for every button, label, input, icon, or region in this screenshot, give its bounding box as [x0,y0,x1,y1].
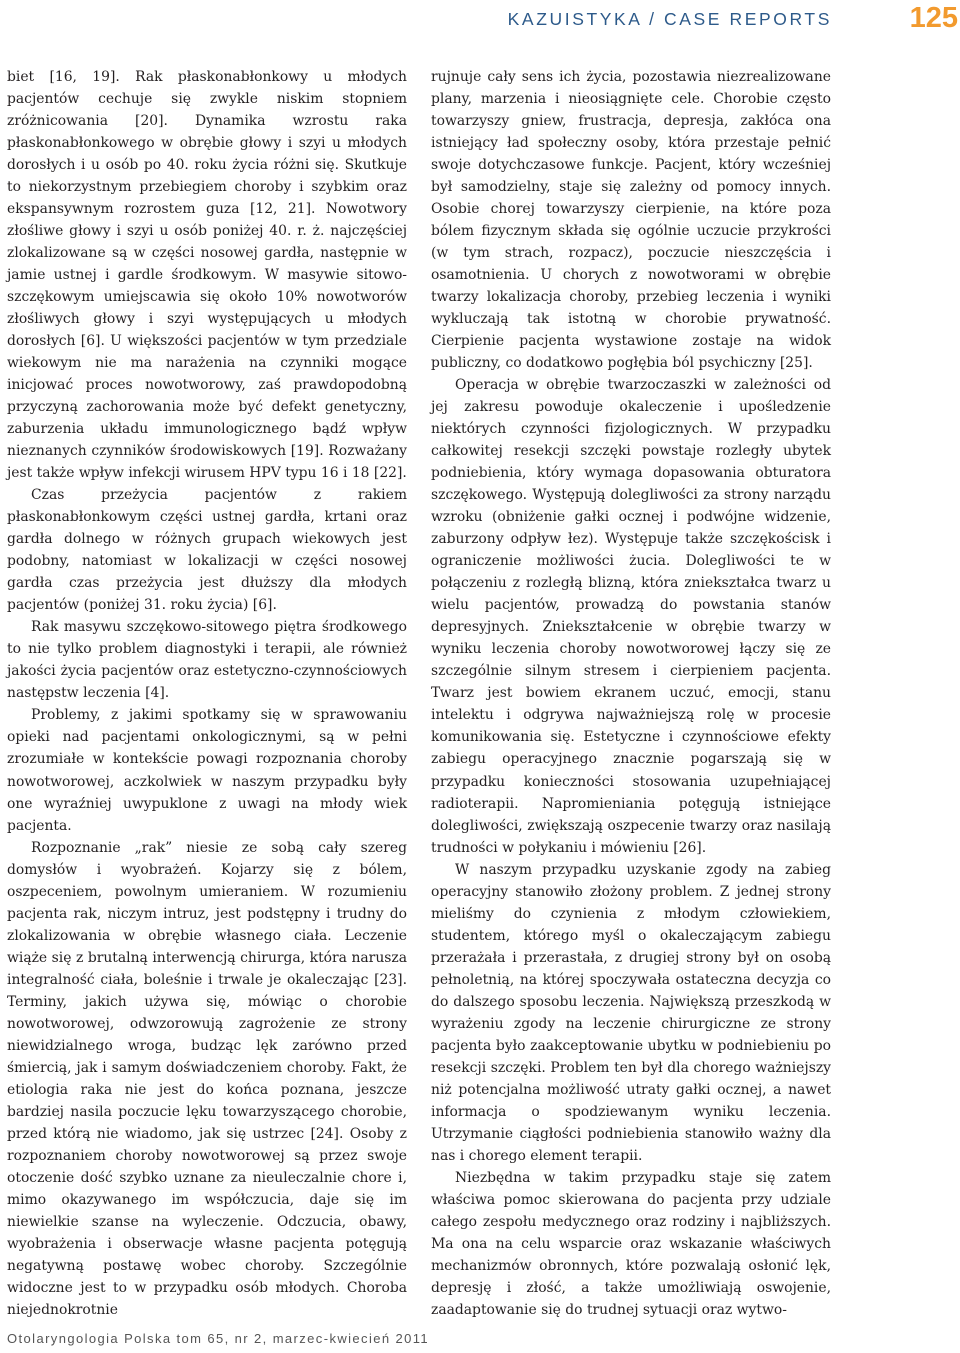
paragraph: Niezbędna w takim przypadku staje się zatem właściwa pomoc skierowana do pacjenta przy udziale całego zespołu medycznego oraz rodziny i najbliższych. Ma ona na celu wsparcie oraz wskazanie właściwych mechanizmów obronnych, które pozwalają osłonić lęk, depresję i złość, a także umożliwiają oswojenie, zaadaptowanie się do trudnej sytuacji oraz wytwo- [431,1169,831,1318]
page-number: 125 [909,2,958,34]
paragraph: Rozpoznanie „rak” niesie ze sobą cały szereg domysłów i wyobrażeń. Kojarzy się z bólem, oszpeceniem, powolnym umieraniem. W rozumieniu pacjenta rak, niczym intruz, jest podstępny i trudny do zlokalizowania w obrębie własnego ciała. Leczenie wiąże się z brutalną interwencją chirurga, która narusza integralność ciała, boleśnie i trwale je okaleczając [23]. Terminy, jakich używa się, mówiąc o chorobie nowotworowej, odwzorowują zagrożenie ze strony niewidzialnego wroga, budząc lęk zarówno przed śmiercią, jak i samym doświadczeniem choroby. Fakt, że etiologia raka nie jest do końca poznana, jeszcze bardziej nasila poczucie lęku towarzyszącego chorobie, przed którą nie wiadomo, jak się ustrzec [24]. Osoby z rozpoznaniem choroby nowotworowej są przez swoje otoczenie dość szybko uznane za nieuleczalnie chore i, mimo okazywanego im współczucia, daje się im niewielkie szanse na wyleczenie. Odczucia, obawy, wyobrażenia i obserwacje własne pacjenta potęgują negatywną postawę wobec choroby. Szczególnie widoczne jest to w przypadku osób młodych. Choroba niejednokrotnie [7,839,407,1318]
paragraph: Operacja w obrębie twarzoczaszki w zależności od jej zakresu powoduje okaleczenie i upośledzenie niektórych czynności fizjologicznych. W przypadku całkowitej resekcji szczęki powstaje rozległy ubytek podniebienia, który wymaga dopasowania obturatora szczękowego. Występują dolegliwości za strony narządu wzroku (obniżenie gałki ocznej i podwójne widzenie, zaburzony odpływ łez). Występuje także szczękościsk i ograniczenie możliwości żucia. Dolegliwości te w połączeniu z rozległą blizną, która zniekształca twarz u wielu pacjentów, prowadzą do powstania stanów depresyjnych. Zniekształcenie w obrębie twarzy w wyniku leczenia choroby nowotworowej łączy się ze szczególnie silnym stresem i cierpieniem pacjenta. Twarz jest bowiem ekranem uczuć, emocji, stanu intelektu i odgrywa najważniejszą rolę w procesie komunikowania się. Estetyczne i czynnościowe efekty zabiegu operacyjnego znacznie pogarszają się w przypadku konieczności stosowania uzupełniającej radioterapii. Napromieniania potęgują istniejące dolegliwości, zwiększają oszpecenie twarzy oraz nasilają trudności w połykaniu i mówieniu [26]. [431,377,831,856]
right-column [431,66,831,1321]
page-header [0,0,960,44]
paragraph: Czas przeżycia pacjentów z rakiem płaskonabłonkowym części ustnej gardła, krtani oraz gardła dolnego w różnych grupach wiekowych jest podobny, natomiast w lokalizacji w części nosowej gardła czas przeżycia jest dłuższy dla młodych pacjentów (poniżej 31. roku życia) [6]. [7,487,407,614]
paragraph: Problemy, z jakimi spotkamy się w sprawowaniu opieki nad pacjentami onkologicznymi, są w pełni zrozumiałe w kontekście powagi rozpoznania choroby nowotworowej, aczkolwiek w naszym przypadku były one wyraźniej uwypuklone z uwagi na młody wiek pacjenta. [7,707,407,834]
section-title: KAZUISTYKA / CASE REPORTS [507,9,832,29]
paragraph: biet [16, 19]. Rak płaskonabłonkowy u młodych pacjentów cechuje się zwykle niskim stopniem zróżnicowania [20]. Dynamika wzrostu raka płaskonabłonkowego w obrębie głowy i szyi u młodych dorosłych i u osób po 40. roku życia różni się. Skutkuje to niekorzystnym przebiegiem choroby i szybkim oraz ekspansywnym rozrostem guza [12, 21]. Nowotwory złośliwe głowy i szyi u osób poniżej 40. r. ż. najczęściej zlokalizowane są w części nosowej gardła, następnie w jamie ustnej i gardle środkowym. W masywie sitowo-szczękowym umiejscawia się około 10% nowotworów złośliwych głowy i szyi występujących u młodych dorosłych [6]. U większości pacjentów w tym przedziale wiekowym nie ma narażenia na czynniki mogące inicjować proces nowotworowy, zaś prawdopodobną przyczyną zachorowania może być defekt genetyczny, zaburzenia układu immunologicznego bądź wpływ nieznanych czynników środowiskowych [19]. Rozważany jest także wpływ infekcji wirusem HPV typu 16 i 18 [22]. [7,69,407,482]
paragraph: rujnuje cały sens ich życia, pozostawia niezrealizowane plany, marzenia i nieosiągnięte cele. Chorobie często towarzyszy gniew, frustracja, depresja, zakłóca ona istniejący ład społeczny osoby, która przestaje pełnić swoje dotychczasowe funkcje. Pacjent, który wcześniej był samodzielny, staje się zależny od pomocy innych. Osobie chorej towarzyszy cierpienie, na które poza bólem fizycznym składa się ogólnie uczucie przykrości (w tym strach, rozpacz), poczucie nieszczęścia i osamotnienia. U chorych z nowotworami w obrębie twarzy lokalizacja choroby, przebieg leczenia i wyniki wykluczają tak istotną w chorobie prywatność. Cierpienie pacjenta wystawione zostaje na widok publiczny, co dodatkowo pogłębia ból psychiczny [25]. [431,69,831,372]
paragraph: Rak masywu szczękowo-sitowego piętra środkowego to nie tylko problem diagnostyki i terapii, ale również jakości życia pacjentów oraz estetyczno-czynnościowych następstw leczenia [4]. [7,619,407,702]
journal-citation-footer: Otolaryngologia Polska tom 65, nr 2, marzec-kwiecień 2011 [7,1331,430,1346]
paragraph: W naszym przypadku uzyskanie zgody na zabieg operacyjny stanowiło złożony problem. Z jednej strony mieliśmy do czynienia z młodym człowiekiem, studentem, którego myśl o okaleczającym zabiegu przerażała i przerastała, z drugiej strony był on osobą pełnoletnią, na której spoczywała ostateczna decyzja co do dalszego sposobu leczenia. Największą przeszkodą w wyrażeniu zgody na leczenie chirurgiczne ze strony pacjenta było zaakceptowanie ubytku w podniebieniu po resekcji szczęki. Problem ten był dla chorego ważniejszy niż potencjalna możliwość utraty gałki ocznej, a nawet informacja o spodziewanym wyniku leczenia. Utrzymanie ciągłości podniebienia stanowiło ważny dla nas i chorego element terapii. [431,861,831,1164]
left-column [7,66,407,1321]
